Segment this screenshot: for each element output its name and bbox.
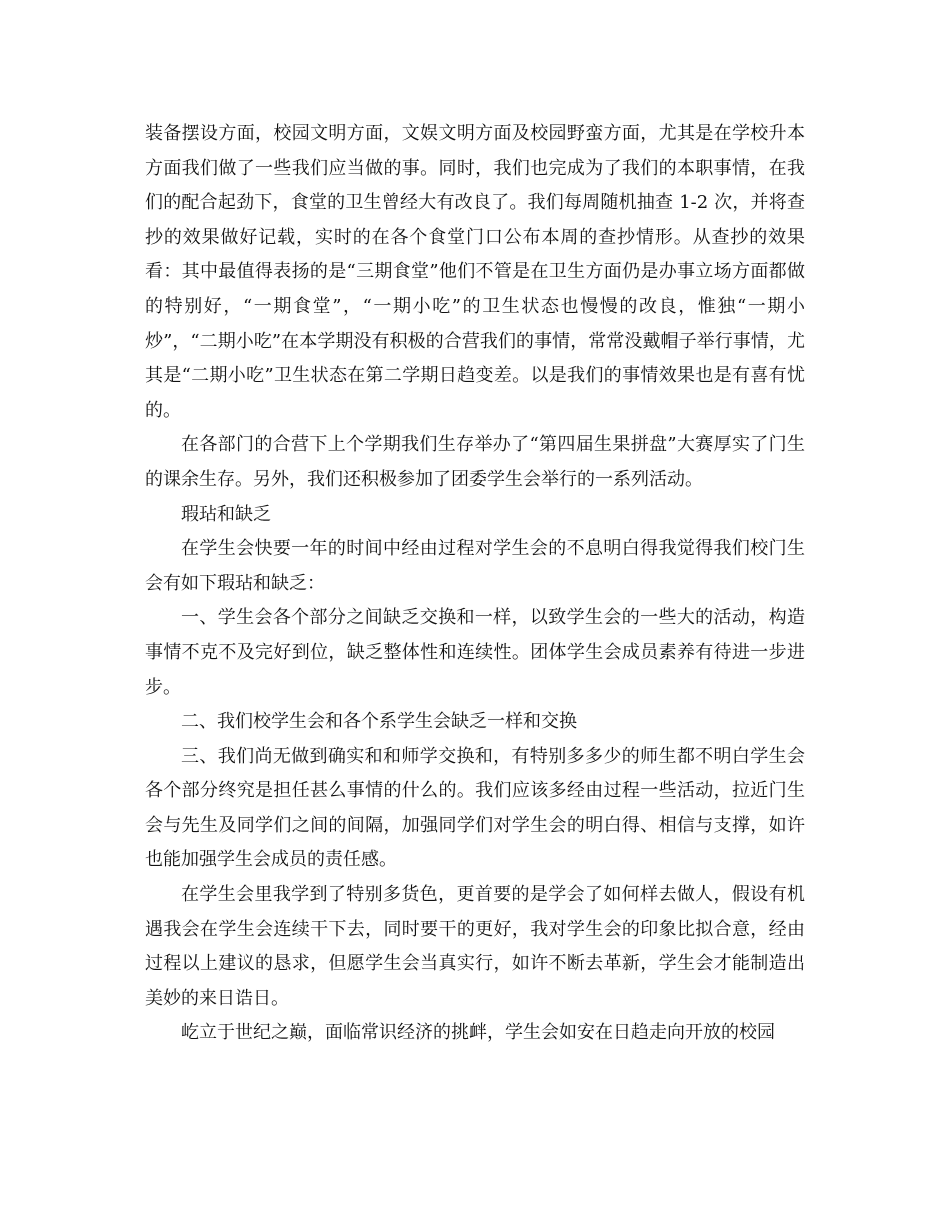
paragraph-4: 一、学生会各个部分之间缺乏交换和一样，以致学生会的一些大的活动，构造事情不克不及完好到位，缺乏整体性和连续性。团体学生会成员素养有待进一步进步。 [145,607,805,698]
document-body [145,117,805,1051]
paragraph-1: 装备摆设方面，校园文明方面，文娱文明方面及校园野蛮方面，尤其是在学校升本方面我们做了一些我们应当做的事。同时，我们也完成为了我们的本职事情，在我们的配合起劲下，食堂的卫生曾经大有改良了。我们每周随机抽查 1-2 次，并将查抄的效果做好记载，实时的在各个食堂门口公布本周的查抄情形。从查抄的效果看：其中最值得表扬的是“三期食堂”他们不管是在卫生方面仍是办事立场方面都做的特别好，“一期食堂”，“一期小吃”的卫生状态也慢慢的改良，惟独“一期小炒”，“二期小吃”在本学期没有积极的合营我们的事情，常常没戴帽子举行事情，尤其是“二期小吃”卫生状态在第二学期日趋变差。以是我们的事情效果也是有喜有忧的。 [145,123,805,421]
paragraph-5: 二、我们校学生会和各个系学生会缺乏一样和交换 [181,711,577,733]
paragraph-8: 屹立于世纪之巅，面临常识经济的挑衅，学生会如安在日趋走向开放的校园 [181,1022,775,1044]
paragraph-2: 在各部门的合营下上个学期我们生存举办了“第四届生果拼盘”大赛厚实了门生的课余生存。另外，我们还积极参加了团委学生会举行的一系列活动。 [145,434,805,490]
section-heading: 瑕玷和缺乏 [181,503,271,525]
paragraph-6: 三、我们尚无做到确实和和师学交换和，有特别多多少的师生都不明白学生会各个部分终究是担任甚么事情的什么的。我们应该多经由过程一些活动，拉近门生会与先生及同学们之间的间隔，加强同学们对学生会的明白得、相信与支撑，如许也能加强学生会成员的责任感。 [145,745,805,871]
paragraph-3: 在学生会快要一年的时间中经由过程对学生会的不息明白得我觉得我们校门生会有如下瑕玷和缺乏： [145,538,805,594]
paragraph-7: 在学生会里我学到了特别多货色，更首要的是学会了如何样去做人，假设有机遇我会在学生会连续干下去，同时要干的更好，我对学生会的印象比拟合意，经由过程以上建议的恳求，但愿学生会当真实行，如许不断去革新，学生会才能制造出美妙的来日诰日。 [145,884,805,1009]
